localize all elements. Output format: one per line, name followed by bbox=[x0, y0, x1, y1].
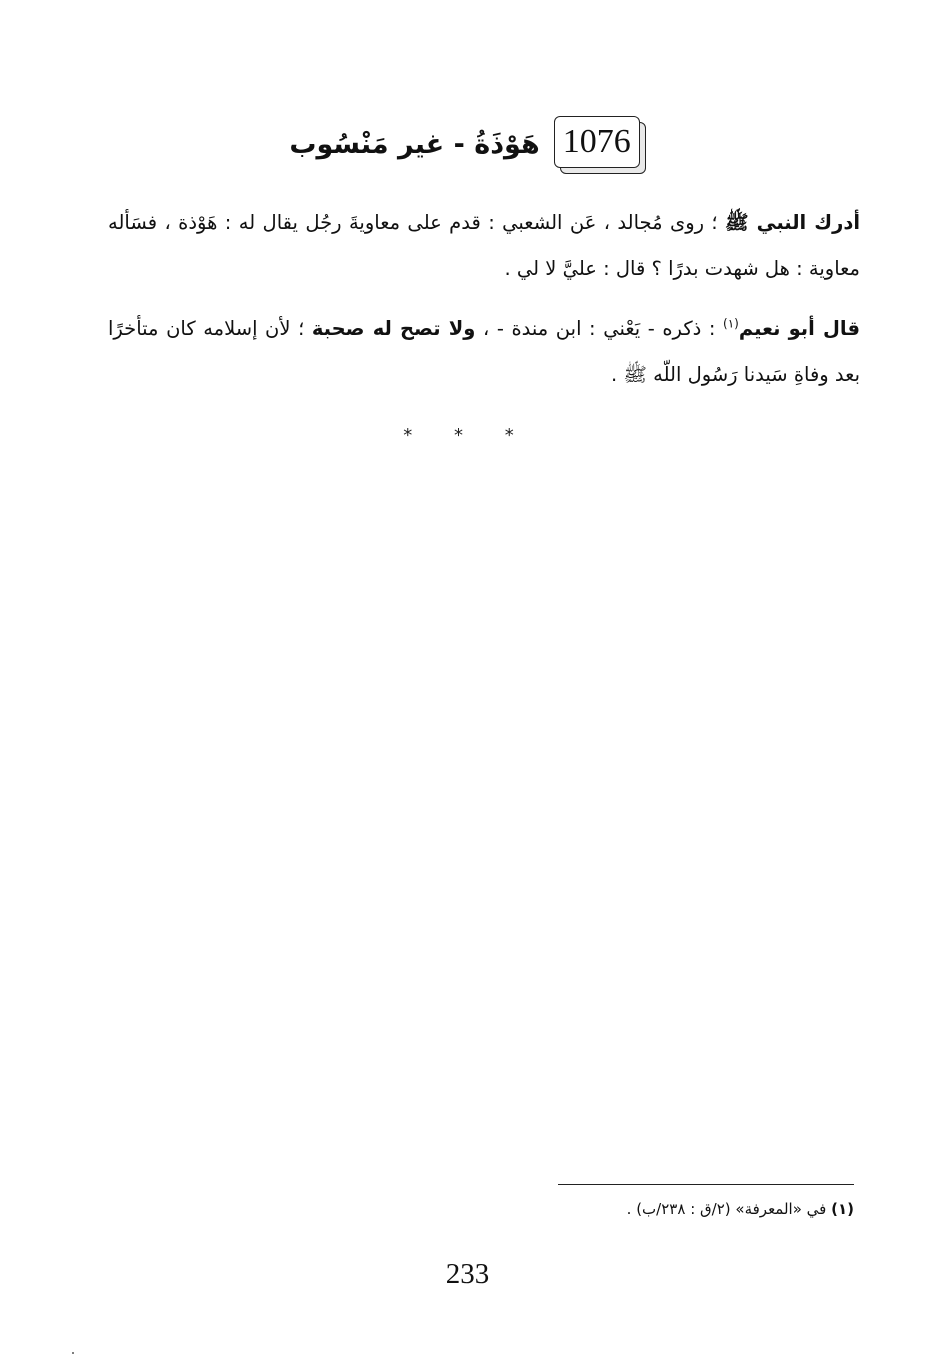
section-separator: * * * bbox=[403, 425, 532, 446]
paragraph-1-lead: أدرك النبي ﷺ bbox=[725, 211, 861, 234]
paragraph-2-bold-middle: ولا تصح له صحبة bbox=[311, 317, 476, 340]
entry-number: 1076 bbox=[554, 116, 640, 168]
paragraph-2-lead: قال أبو نعيم bbox=[738, 317, 860, 340]
entry-heading bbox=[0, 116, 935, 172]
paragraph-1 bbox=[108, 200, 860, 292]
footnote-text: في «المعرفة» (٢/ق : ٢٣٨/ب) . bbox=[626, 1200, 827, 1218]
entry-number-box bbox=[554, 116, 646, 172]
paragraph-2-text-middle: : ذكره - يَعْني : ابن مندة - ، bbox=[482, 317, 716, 340]
paragraph-2-text-end: ؛ لأن إسلامه كان متأخرًا بعد وفاةِ سَيدنا رَسُول اللّه ﷺ . bbox=[108, 317, 860, 386]
footnote bbox=[440, 1196, 854, 1222]
scan-speck bbox=[72, 1352, 74, 1354]
entry-title: هَوْذَةُ - غير مَنْسُوب bbox=[289, 128, 540, 160]
page-number: 233 bbox=[445, 1258, 490, 1290]
paragraph-1-text: ؛ روى مُجالد ، عَن الشعبي : قدم على معاويةَ رجُل يقال له : هَوْذة ، فسَأله معاوية : هل شهدت بدرًا ؟ قال : عليَّ لا لي . bbox=[108, 211, 860, 280]
footnote-number: (١) bbox=[831, 1200, 854, 1218]
footnote-divider bbox=[558, 1184, 854, 1185]
paragraph-2 bbox=[108, 306, 860, 398]
footnote-reference: (١) bbox=[723, 316, 739, 331]
